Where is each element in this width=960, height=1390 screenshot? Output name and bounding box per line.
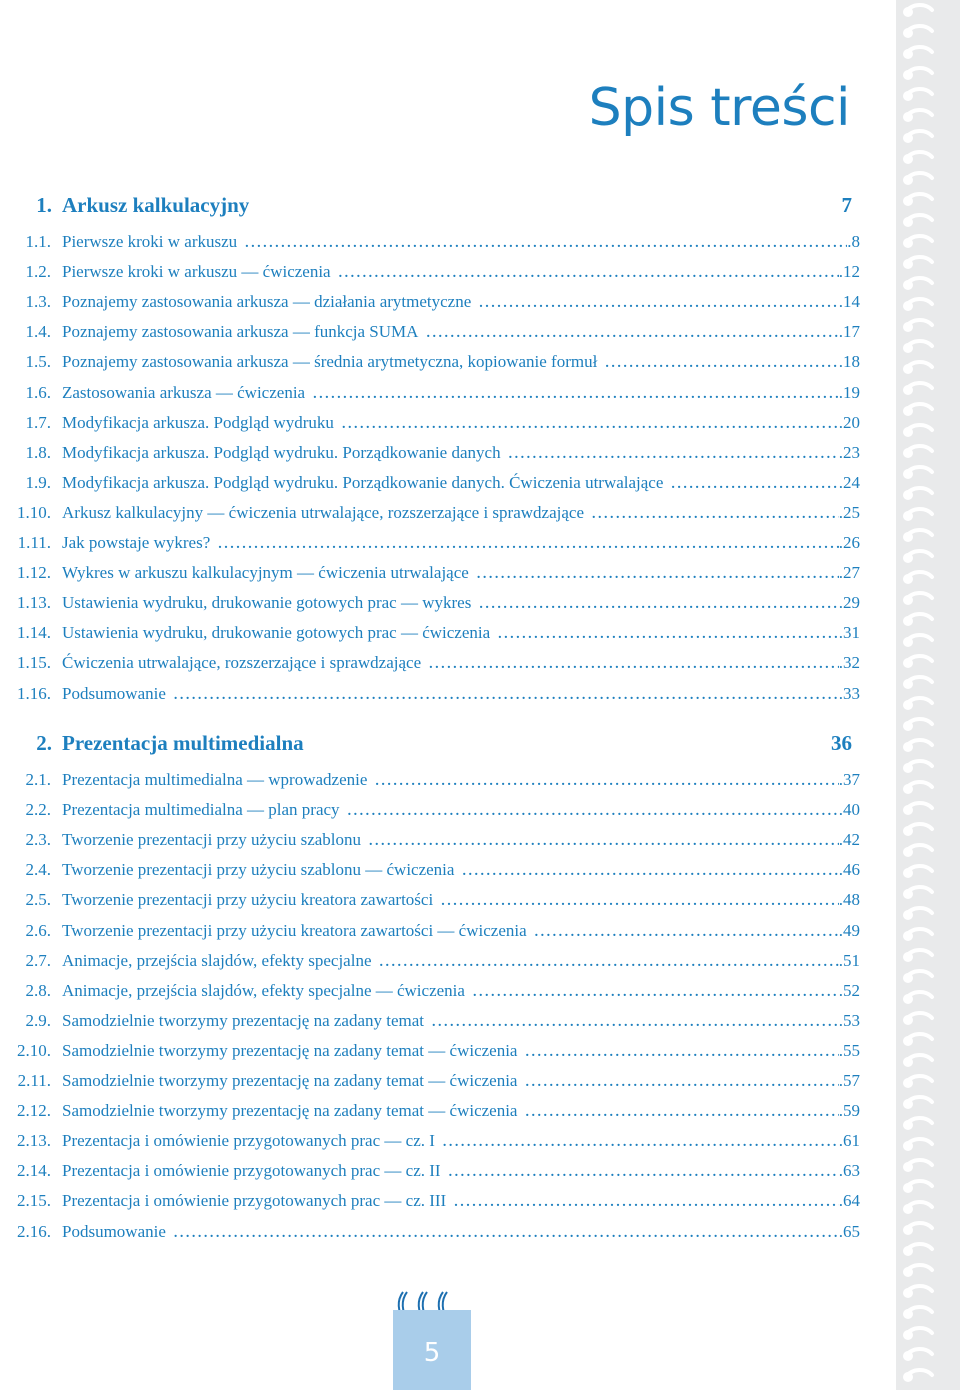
toc-entry — [0, 561, 860, 585]
toc-entry — [0, 411, 860, 435]
entry-number: 2.8. — [25, 981, 51, 1000]
dot-leader — [454, 1191, 839, 1215]
dot-leader — [174, 1222, 839, 1246]
dot-leader — [432, 1011, 839, 1035]
entry-title: Modyfikacja arkusza. Podgląd wydruku. Porządkowanie danych — [62, 443, 501, 462]
toc-entry — [0, 320, 860, 344]
entry-number: 1.1. — [25, 232, 51, 251]
chapter-number: 2. — [36, 731, 52, 755]
entry-title: Animacje, przejścia slajdów, efekty specjalne — ćwiczenia — [62, 981, 465, 1000]
entry-title: Samodzielnie tworzymy prezentację na zadany temat — [62, 1011, 425, 1030]
entry-page: .33 — [838, 684, 860, 703]
dot-leader — [671, 473, 838, 497]
ring-icon — [903, 1370, 932, 1382]
toc-entry — [0, 381, 860, 405]
ring-icon — [903, 803, 932, 815]
entry-page: .57 — [838, 1071, 860, 1090]
toc-entry — [0, 621, 860, 645]
chapter-heading — [0, 731, 860, 761]
entry-number: 2.6. — [25, 921, 51, 940]
ring-icon — [903, 593, 932, 605]
chapter-page: 7 — [841, 193, 852, 217]
dot-leader — [380, 951, 839, 975]
ring-icon — [903, 1034, 932, 1046]
entry-page: .46 — [838, 860, 860, 879]
binding-rings — [896, 0, 960, 1390]
ring-icon — [903, 1328, 932, 1340]
toc-entry — [0, 501, 860, 525]
ring-icon — [903, 845, 932, 857]
entry-title: Samodzielnie tworzymy prezentację na zadany temat — ćwiczenia — [62, 1101, 518, 1120]
entry-title: Modyfikacja arkusza. Podgląd wydruku. Porządkowanie danych. Ćwiczenia utrwalające — [62, 473, 664, 492]
ring-icon — [903, 1349, 932, 1361]
dot-leader — [477, 563, 839, 587]
toc-entry — [0, 888, 860, 912]
entry-page: .49 — [838, 921, 860, 940]
dot-leader — [429, 653, 839, 677]
entry-number: 2.11. — [17, 1071, 51, 1090]
entry-number: 1.16. — [17, 684, 51, 703]
ring-icon — [903, 362, 932, 374]
toc-entry — [0, 1220, 860, 1244]
ring-icon — [903, 236, 932, 248]
dot-leader — [369, 830, 839, 854]
entry-title: Pierwsze kroki w arkuszu — ćwiczenia — [62, 262, 331, 281]
entry-number: 1.13. — [17, 593, 51, 612]
entry-title: Podsumowanie — [62, 684, 166, 703]
toc-entry — [0, 1189, 860, 1213]
toc-entry — [0, 1009, 860, 1033]
ring-icon — [903, 194, 932, 206]
ring-icon — [903, 866, 932, 878]
ring-icon — [903, 1307, 932, 1319]
dot-leader — [605, 352, 838, 376]
dot-leader — [462, 860, 838, 884]
dot-leader — [592, 503, 839, 527]
entry-page: .26 — [838, 533, 860, 552]
entry-number: 1.4. — [25, 322, 51, 341]
ring-icon — [903, 908, 932, 920]
toc-entry — [0, 290, 860, 314]
entry-number: 2.5. — [25, 890, 51, 909]
entry-title: Poznajemy zastosowania arkusza — działania arytmetyczne — [62, 292, 472, 311]
entry-number: 2.4. — [25, 860, 51, 879]
ring-icon — [903, 26, 932, 38]
entry-title: Tworzenie prezentacji przy użyciu kreatora zawartości — [62, 890, 434, 909]
ring-icon — [903, 950, 932, 962]
ring-icon — [903, 215, 932, 227]
ring-icon — [903, 446, 932, 458]
toc-entry — [0, 1129, 860, 1153]
entry-page: .40 — [838, 800, 860, 819]
entry-number: 2.14. — [17, 1161, 51, 1180]
dot-leader — [443, 1131, 839, 1155]
ring-icon — [903, 131, 932, 143]
ring-icon — [903, 173, 932, 185]
entry-page: .24 — [838, 473, 860, 492]
chapter-heading — [0, 193, 860, 223]
toc-entry — [0, 979, 860, 1003]
entry-page: .19 — [838, 383, 860, 402]
page-footer — [393, 1290, 471, 1390]
entry-title: Podsumowanie — [62, 1222, 166, 1241]
entry-number: 2.15. — [17, 1191, 51, 1210]
ring-icon — [903, 1202, 932, 1214]
ring-icon — [903, 929, 932, 941]
ring-icon — [903, 89, 932, 101]
ring-icon — [903, 110, 932, 122]
entry-number: 2.12. — [17, 1101, 51, 1120]
entry-title: Pierwsze kroki w arkuszu — [62, 232, 238, 251]
dot-leader — [348, 800, 839, 824]
ring-icon — [903, 551, 932, 563]
entry-page: .53 — [838, 1011, 860, 1030]
entry-page: .48 — [838, 890, 860, 909]
entry-title: Jak powstaje wykres? — [62, 533, 211, 552]
ring-icon — [903, 887, 932, 899]
entry-title: Ćwiczenia utrwalające, rozszerzające i sprawdzające — [62, 653, 422, 672]
entry-page: .64 — [838, 1191, 860, 1210]
entry-page: .29 — [838, 593, 860, 612]
entry-title: Wykres w arkuszu kalkulacyjnym — ćwiczenia utrwalające — [62, 563, 469, 582]
toc-entry — [0, 682, 860, 706]
chapter-title: Prezentacja multimedialna — [62, 731, 304, 755]
ring-icon — [903, 635, 932, 647]
ring-icon — [903, 1139, 932, 1151]
entry-title: Prezentacja i omówienie przygotowanych prac — cz. II — [62, 1161, 441, 1180]
toc-entry — [0, 1069, 860, 1093]
ring-icon — [903, 824, 932, 836]
entry-title: Ustawienia wydruku, drukowanie gotowych prac — wykres — [62, 593, 472, 612]
entry-page: .18 — [838, 352, 860, 371]
dot-leader — [509, 443, 839, 467]
toc-entry — [0, 858, 860, 882]
entry-number: 2.10. — [17, 1041, 51, 1060]
ring-icon — [903, 5, 932, 17]
ring-icon — [903, 992, 932, 1004]
entry-title: Samodzielnie tworzymy prezentację na zadany temat — ćwiczenia — [62, 1071, 518, 1090]
entry-page: .32 — [838, 653, 860, 672]
dot-leader — [313, 383, 839, 407]
entry-number: 2.1. — [25, 770, 51, 789]
entry-number: 1.10. — [17, 503, 51, 522]
ring-icon — [903, 152, 932, 164]
ring-icon — [903, 341, 932, 353]
entry-title: Prezentacja multimedialna — plan pracy — [62, 800, 340, 819]
entry-title: Modyfikacja arkusza. Podgląd wydruku — [62, 413, 334, 432]
entry-number: 2.13. — [17, 1131, 51, 1150]
entry-page: .25 — [838, 503, 860, 522]
dot-leader — [375, 770, 838, 794]
entry-title: Samodzielnie tworzymy prezentację na zadany temat — ćwiczenia — [62, 1041, 518, 1060]
dot-leader — [426, 322, 838, 346]
toc-entry — [0, 260, 860, 284]
entry-number: 1.12. — [17, 563, 51, 582]
ring-icon — [903, 1055, 932, 1067]
entry-number: 2.16. — [17, 1222, 51, 1241]
ring-icon — [903, 782, 932, 794]
dot-leader — [479, 593, 838, 617]
toc-entry — [0, 768, 860, 792]
entry-page: .37 — [838, 770, 860, 789]
entry-number: 2.3. — [25, 830, 51, 849]
ring-icon — [903, 530, 932, 542]
toc-entry — [0, 828, 860, 852]
ring-icon — [903, 1265, 932, 1277]
spiral-binding — [896, 0, 960, 1390]
dot-leader — [245, 232, 847, 256]
entry-page: .27 — [838, 563, 860, 582]
entry-page: .42 — [838, 830, 860, 849]
ring-icon — [903, 971, 932, 983]
toc-entry — [0, 591, 860, 615]
entry-page: .20 — [838, 413, 860, 432]
entry-number: 2.2. — [25, 800, 51, 819]
page-title: Spis treści — [588, 78, 850, 138]
ring-icon — [903, 1286, 932, 1298]
entry-number: 2.7. — [25, 951, 51, 970]
dot-leader — [479, 292, 839, 316]
entry-number: 1.2. — [25, 262, 51, 281]
dot-leader — [525, 1041, 838, 1065]
entry-page: .12 — [838, 262, 860, 281]
entry-number: 1.7. — [25, 413, 51, 432]
ring-icon — [903, 698, 932, 710]
toc-entry — [0, 919, 860, 943]
ring-icon — [903, 572, 932, 584]
entry-title: Ustawienia wydruku, drukowanie gotowych prac — ćwiczenia — [62, 623, 491, 642]
dot-leader — [342, 413, 839, 437]
toc-entry — [0, 1039, 860, 1063]
toc-entry — [0, 471, 860, 495]
ring-icon — [903, 68, 932, 80]
ring-icon — [903, 1160, 932, 1172]
entry-number: 2.9. — [25, 1011, 51, 1030]
dot-leader — [441, 890, 839, 914]
dot-leader — [174, 684, 839, 708]
entry-number: 1.6. — [25, 383, 51, 402]
ring-icon — [903, 467, 932, 479]
entry-page: .31 — [838, 623, 860, 642]
ring-icon — [903, 488, 932, 500]
toc-entry — [0, 230, 860, 254]
ring-icon — [903, 761, 932, 773]
ring-icon — [903, 656, 932, 668]
ring-icon — [903, 299, 932, 311]
toc-entry — [0, 350, 860, 374]
entry-page: .51 — [838, 951, 860, 970]
entry-number: 1.5. — [25, 352, 51, 371]
entry-number: 1.11. — [17, 533, 51, 552]
entry-page: .8 — [847, 232, 860, 251]
entry-page: .63 — [838, 1161, 860, 1180]
dot-leader — [473, 981, 839, 1005]
ring-icon — [903, 1244, 932, 1256]
ring-icon — [903, 719, 932, 731]
entry-page: .23 — [838, 443, 860, 462]
entry-title: Tworzenie prezentacji przy użyciu szablonu — [62, 830, 362, 849]
entry-title: Arkusz kalkulacyjny — ćwiczenia utrwalające, rozszerzające i sprawdzające — [62, 503, 584, 522]
page-number: 5 — [423, 1338, 441, 1368]
ring-icon — [903, 1181, 932, 1193]
dot-leader — [449, 1161, 839, 1185]
entry-title: Prezentacja i omówienie przygotowanych prac — cz. III — [62, 1191, 447, 1210]
entry-page: .65 — [838, 1222, 860, 1241]
ring-icon — [903, 278, 932, 290]
dot-leader — [498, 623, 839, 647]
ring-icon — [903, 1223, 932, 1235]
chapter-title: Arkusz kalkulacyjny — [62, 193, 250, 217]
entry-title: Tworzenie prezentacji przy użyciu szablonu — ćwiczenia — [62, 860, 455, 879]
entry-title: Animacje, przejścia slajdów, efekty specjalne — [62, 951, 372, 970]
dot-leader — [525, 1071, 838, 1095]
entry-number: 1.14. — [17, 623, 51, 642]
dot-leader — [525, 1101, 838, 1125]
chapter-number: 1. — [36, 193, 52, 217]
ring-icon — [903, 509, 932, 521]
toc-entry — [0, 651, 860, 675]
entry-page: .52 — [838, 981, 860, 1000]
entry-page: .61 — [838, 1131, 860, 1150]
ring-icon — [903, 47, 932, 59]
entry-page: .59 — [838, 1101, 860, 1120]
ring-icon — [903, 383, 932, 395]
ring-icon — [903, 1013, 932, 1025]
ring-icon — [903, 257, 932, 269]
entry-title: Tworzenie prezentacji przy użyciu kreatora zawartości — ćwiczenia — [62, 921, 527, 940]
entry-title: Prezentacja i omówienie przygotowanych prac — cz. I — [62, 1131, 435, 1150]
toc-entry — [0, 1159, 860, 1183]
entry-number: 1.9. — [25, 473, 51, 492]
entry-number: 1.3. — [25, 292, 51, 311]
ring-icon — [903, 1076, 932, 1088]
entry-title: Poznajemy zastosowania arkusza — średnia arytmetyczna, kopiowanie formuł — [62, 352, 598, 371]
chapter-page: 36 — [831, 731, 852, 755]
entry-title: Prezentacja multimedialna — wprowadzenie — [62, 770, 368, 789]
dot-leader — [218, 533, 839, 557]
entry-page: .55 — [838, 1041, 860, 1060]
entry-page: .17 — [838, 322, 860, 341]
entry-page: .14 — [838, 292, 860, 311]
ring-icon — [903, 1118, 932, 1130]
entry-title: Zastosowania arkusza — ćwiczenia — [62, 383, 306, 402]
entry-number: 1.8. — [25, 443, 51, 462]
toc-entry — [0, 949, 860, 973]
toc-entry — [0, 1099, 860, 1123]
dot-leader — [535, 921, 839, 945]
ring-icon — [903, 614, 932, 626]
ring-icon — [903, 425, 932, 437]
toc-entry — [0, 441, 860, 465]
ring-icon — [903, 740, 932, 752]
ring-icon — [903, 404, 932, 416]
ring-icon — [903, 320, 932, 332]
entry-title: Poznajemy zastosowania arkusza — funkcja SUMA — [62, 322, 419, 341]
toc-entry — [0, 798, 860, 822]
ring-icon — [903, 677, 932, 689]
entry-number: 1.15. — [17, 653, 51, 672]
toc-entry — [0, 531, 860, 555]
ring-icon — [903, 1097, 932, 1109]
dot-leader — [339, 262, 839, 286]
